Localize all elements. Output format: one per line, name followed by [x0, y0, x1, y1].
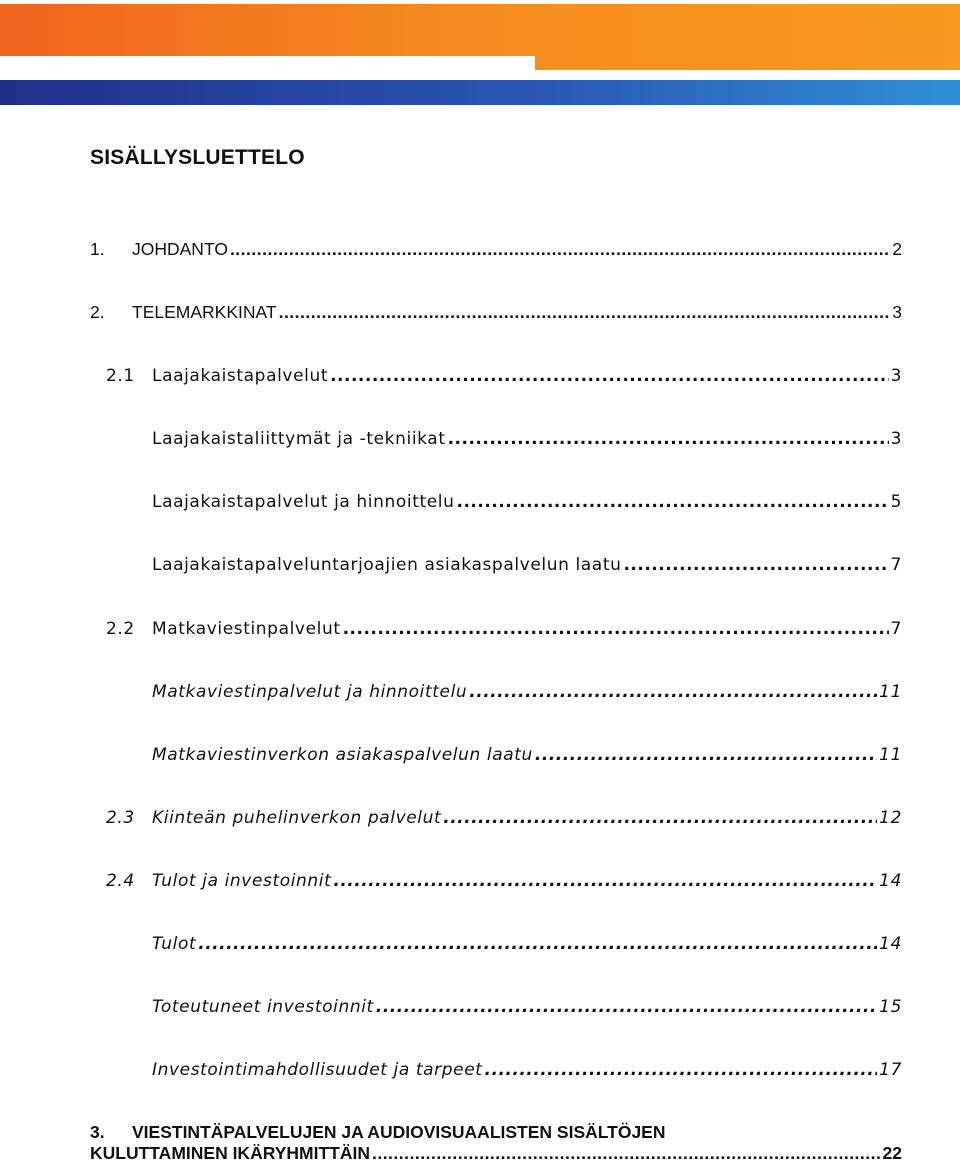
toc-entry[interactable]	[152, 428, 902, 450]
toc-entry-number: 2.	[90, 302, 105, 322]
toc-entry-page: 14	[879, 871, 902, 891]
toc-entry-page: 3	[890, 366, 902, 386]
toc-entry-text: Tulot ja investoinnit	[152, 871, 332, 891]
toc-entry[interactable]	[90, 301, 902, 323]
toc-entry[interactable]	[152, 933, 902, 955]
toc-entry-page: 11	[879, 745, 902, 765]
toc-entry-number: 2.2	[106, 619, 135, 639]
toc-entry[interactable]	[90, 238, 902, 260]
toc-entry-text: Laajakaistapalvelut ja hinnoittelu	[152, 492, 455, 512]
toc-leader-dots	[443, 807, 877, 829]
toc-leader-dots	[372, 1143, 881, 1164]
toc-leader-dots	[469, 681, 877, 703]
toc-leader-dots	[376, 996, 877, 1018]
toc-entry-text: Laajakaistapalveluntarjoajien asiakaspalvelun laatu	[152, 555, 622, 575]
toc-entry-text: Matkaviestinpalvelut ja hinnoittelu	[152, 682, 468, 702]
toc-entry-number: 3.	[90, 1122, 105, 1142]
toc-entry-text: Laajakaistaliittymät ja -tekniikat	[152, 429, 446, 449]
toc-leader-dots	[279, 301, 891, 323]
toc-leader-dots	[198, 933, 877, 955]
toc-entry[interactable]	[152, 1059, 902, 1081]
toc-entry-number: 2.1	[106, 366, 135, 386]
toc-entry-number: 2.4	[106, 871, 135, 891]
toc-leader-dots	[623, 554, 888, 576]
toc-entry-page: 7	[890, 619, 902, 639]
toc-entry-number: 1.	[90, 239, 105, 259]
toc-entry-text: Toteutuneet investoinnit	[152, 997, 374, 1017]
toc-leader-dots	[343, 618, 889, 640]
toc-leader-dots	[330, 365, 888, 387]
toc-entry-page: 15	[879, 997, 902, 1017]
toc-entry[interactable]	[152, 744, 902, 766]
toc-entry-page: 3	[890, 429, 902, 449]
toc-leader-dots	[230, 238, 890, 260]
toc-entry[interactable]	[106, 870, 902, 892]
header-band-notch	[0, 56, 535, 74]
toc-entry[interactable]	[106, 618, 902, 640]
toc-entry[interactable]	[152, 554, 902, 576]
toc-entry-text: JOHDANTO	[132, 239, 228, 259]
toc-entry-page: 7	[890, 555, 902, 575]
toc-entry-page: 5	[890, 492, 902, 512]
toc-entry-text-continued: KULUTTAMINEN IKÄRYHMITTÄIN	[90, 1143, 370, 1163]
toc-entry-number: 2.3	[106, 808, 135, 828]
toc-entry-text: Kiinteän puhelinverkon palvelut	[152, 808, 442, 828]
toc-leader-dots	[448, 428, 889, 450]
toc-entry[interactable]	[106, 365, 902, 387]
toc-entry-page: 2	[892, 239, 902, 259]
toc-leader-dots	[333, 870, 877, 892]
toc-leader-dots	[457, 491, 889, 513]
toc-title: SISÄLLYSLUETTELO	[90, 146, 305, 169]
toc-entry-text: VIESTINTÄPALVELUJEN JA AUDIOVISUAALISTEN SISÄLTÖJEN	[132, 1122, 666, 1142]
toc-entry-page: 22	[882, 1143, 902, 1163]
toc-leader-dots	[535, 744, 877, 766]
toc-entry[interactable]	[152, 996, 902, 1018]
toc-entry-page: 11	[879, 682, 902, 702]
toc-entry-text: TELEMARKKINAT	[132, 302, 277, 322]
toc-entry-text: Laajakaistapalvelut	[152, 366, 329, 386]
toc-leader-dots	[485, 1059, 878, 1081]
toc-entry[interactable]	[90, 1122, 902, 1164]
toc-entry-page: 12	[879, 808, 902, 828]
toc-entry-text: Matkaviestinpalvelut	[152, 619, 341, 639]
toc-entry[interactable]	[152, 491, 902, 513]
toc-entry[interactable]	[152, 681, 902, 703]
toc-entry-text: Matkaviestinverkon asiakaspalvelun laatu	[152, 745, 533, 765]
toc-entry-text: Investointimahdollisuudet ja tarpeet	[152, 1060, 483, 1080]
header-blue-band	[0, 80, 960, 105]
toc-entry-page: 17	[879, 1060, 902, 1080]
toc-entry-page: 3	[892, 302, 902, 322]
toc-entry[interactable]	[106, 807, 902, 829]
toc-entry-page: 14	[879, 934, 902, 954]
toc-entry-text: Tulot	[152, 934, 197, 954]
